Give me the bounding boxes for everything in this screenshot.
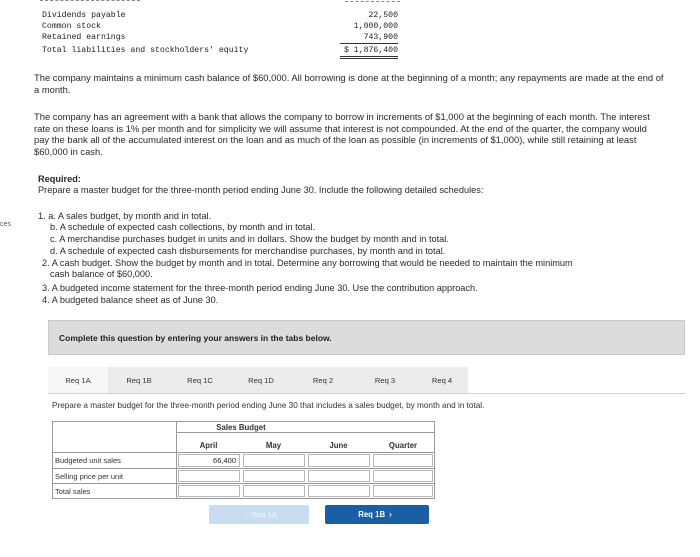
table-header-underline bbox=[52, 452, 435, 453]
tab-req-1b[interactable]: Req 1B bbox=[126, 375, 152, 385]
required-item-1b: b. A schedule of expected cash collections, by month and in total. bbox=[50, 222, 316, 232]
cash-balance-paragraph: The company maintains a minimum cash balance of $60,000. All borrowing is done at the beginning of a month; any repayments are made at the end of a month. bbox=[34, 72, 664, 95]
req-tabs bbox=[48, 367, 468, 393]
input-unit-sales-april[interactable]: 66,400 bbox=[178, 454, 240, 467]
col-header-may: May bbox=[265, 441, 282, 450]
bs-value-common-stock: 1,000,000 bbox=[353, 22, 398, 31]
input-price-april[interactable] bbox=[178, 470, 240, 482]
tab-req-1a[interactable]: Req 1A bbox=[48, 367, 108, 393]
row-label-selling-price: Selling price per unit bbox=[55, 472, 123, 481]
bs-label-common-stock: Common stock bbox=[42, 22, 101, 31]
bs-label-dividends: Dividends payable bbox=[42, 11, 126, 20]
table-row2-underline bbox=[52, 483, 435, 484]
bs-value-total: $ 1,876,400 bbox=[343, 46, 398, 55]
bs-value-retained-earnings: 743,900 bbox=[363, 33, 398, 42]
required-item-2-cont: cash balance of $60,000. bbox=[50, 269, 153, 279]
tab-prompt: Prepare a master budget for the three-month period ending June 30 that includes a sales budget, by month and in total. bbox=[52, 401, 485, 410]
col-header-april: April bbox=[199, 441, 218, 450]
tab-req-3[interactable]: Req 3 bbox=[374, 375, 396, 385]
next-req-button[interactable] bbox=[325, 505, 429, 524]
table-title-underline bbox=[176, 432, 435, 433]
bank-agreement-paragraph: The company has an agreement with a bank that allows the company to borrow in increments of $1,000 at the beginning of each month. The interest rate on these loans is 1% per month and for simplicity we will assume that interest is not compounded. At the end of the quarter, the company would pay the bank all of the accumulated interest on the loan and as much of the loan as possible (in increments of $1,000), while still retaining at least $60,000 in cash. bbox=[34, 111, 650, 157]
required-item-4: 4. A budgeted balance sheet as of June 30. bbox=[42, 295, 219, 305]
bs-underline-single bbox=[340, 43, 398, 44]
row-label-budgeted-unit-sales: Budgeted unit sales bbox=[55, 456, 121, 465]
instruction-banner-text: Complete this question by entering your answers in the tabs below. bbox=[59, 333, 332, 343]
table-col-divider-1 bbox=[176, 421, 177, 498]
tab-req-1d[interactable]: Req 1D bbox=[248, 375, 274, 385]
table-left-border bbox=[52, 421, 53, 498]
input-unit-sales-may[interactable] bbox=[243, 454, 305, 467]
table-title: Sales Budget bbox=[216, 423, 266, 432]
bs-label-retained-earnings: Retained earnings bbox=[42, 33, 126, 42]
prev-req-label: Req 1A bbox=[251, 510, 277, 519]
bs-value-dividends: 22,500 bbox=[368, 11, 398, 20]
input-price-quarter[interactable] bbox=[373, 470, 433, 482]
chevron-left-icon: ‹ bbox=[245, 510, 248, 519]
cropped-value-line bbox=[345, 1, 400, 6]
table-row1-underline bbox=[52, 468, 435, 469]
tab-req-4[interactable]: Req 4 bbox=[431, 375, 453, 385]
required-item-3: 3. A budgeted income statement for the three-month period ending June 30. Use the contribution approach. bbox=[42, 283, 478, 293]
tab-divider bbox=[48, 393, 685, 394]
input-total-sales-may[interactable] bbox=[243, 485, 305, 497]
input-total-sales-april[interactable] bbox=[178, 485, 240, 497]
tab-req-2[interactable]: Req 2 bbox=[312, 375, 334, 385]
input-price-june[interactable] bbox=[308, 470, 370, 482]
col-header-quarter: Quarter bbox=[388, 441, 418, 450]
required-intro: Prepare a master budget for the three-month period ending June 30. Include the following detailed schedules: bbox=[38, 185, 484, 195]
bs-underline-double-1 bbox=[340, 56, 398, 57]
cropped-row-line bbox=[40, 0, 140, 5]
col-header-june: June bbox=[329, 441, 348, 450]
bs-label-total: Total liabilities and stockholders' equity bbox=[42, 46, 249, 55]
tab-req-1c[interactable]: Req 1C bbox=[187, 375, 213, 385]
chevron-right-icon: › bbox=[389, 510, 392, 519]
required-item-2: 2. A cash budget. Show the budget by month and in total. Determine any borrowing that would be needed to maintain the minimum bbox=[42, 258, 573, 268]
bs-underline-double-2 bbox=[340, 58, 398, 59]
side-tab-label[interactable]: ces bbox=[0, 221, 11, 228]
input-total-sales-quarter[interactable] bbox=[373, 485, 433, 497]
input-price-may[interactable] bbox=[243, 470, 305, 482]
input-unit-sales-quarter[interactable] bbox=[373, 454, 433, 467]
sales-budget-table bbox=[52, 421, 435, 499]
next-req-label: Req 1B bbox=[358, 510, 386, 519]
input-total-sales-june[interactable] bbox=[308, 485, 370, 497]
prev-req-button[interactable] bbox=[209, 505, 309, 524]
instruction-banner bbox=[48, 320, 685, 355]
table-bottom-border bbox=[52, 498, 435, 499]
table-right-border bbox=[434, 421, 435, 498]
table-top-border bbox=[52, 421, 435, 422]
required-item-1d: d. A schedule of expected cash disbursements for merchandise purchases, by month and in total. bbox=[50, 246, 446, 256]
input-unit-sales-june[interactable] bbox=[308, 454, 370, 467]
required-item-1a: 1. a. A sales budget, by month and in total. bbox=[38, 211, 212, 221]
required-item-1c: c. A merchandise purchases budget in units and in dollars. Show the budget by month and in total. bbox=[50, 234, 449, 244]
row-label-total-sales: Total sales bbox=[55, 487, 91, 496]
required-heading: Required: bbox=[38, 174, 81, 184]
